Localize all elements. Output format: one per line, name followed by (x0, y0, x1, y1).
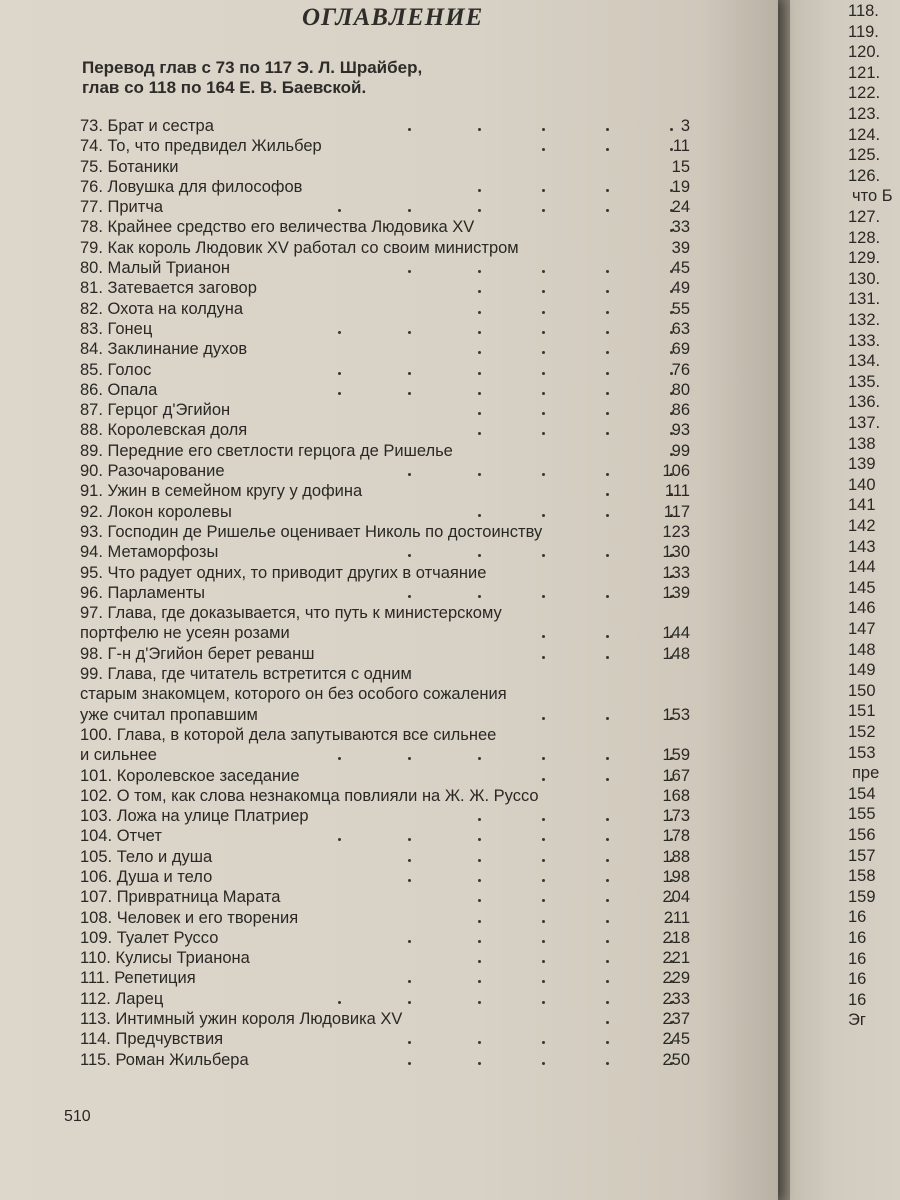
toc-entry-page: 198 (662, 867, 690, 886)
right-page-fragment: 146 (848, 599, 876, 618)
toc-entry (80, 299, 700, 319)
toc-entry-title: 94. Метаморфозы (80, 543, 219, 562)
toc-entry (80, 136, 700, 156)
toc-entry-page: 55 (671, 299, 690, 318)
toc-entry-page: 117 (663, 502, 690, 521)
translation-credit-line-1: Перевод глав с 73 по 117 Э. Л. Шрайбер, (82, 58, 423, 77)
toc-entry (80, 157, 700, 177)
toc-entry-title: 88. Королевская доля (80, 421, 248, 440)
leader-dots (80, 989, 690, 1009)
toc-entry-title: 99. Глава, где читатель встретится с одним (80, 665, 412, 684)
toc-entry (80, 1029, 700, 1049)
toc-entry (80, 705, 700, 725)
toc-entry-title: 78. Крайнее средство его величества Людовика XV (80, 218, 475, 237)
right-page-fragment: 137. (848, 414, 881, 432)
toc-entry-title: 85. Голос (80, 360, 152, 379)
translation-credit-line-2: глав со 118 по 164 Е. В. Баевской. (82, 78, 367, 97)
toc-entry-title: 87. Герцог д'Эгийон (80, 401, 231, 420)
right-page-fragment: 133. (848, 331, 881, 350)
toc-entry-page: 3 (680, 117, 690, 135)
right-page-fragment: 143 (848, 537, 876, 556)
toc-entry-title: 95. Что радует одних, то приводит других в отчаяние (80, 563, 487, 582)
page-number: 510 (64, 1108, 91, 1125)
toc-entry-title: 109. Туалет Руссо (80, 928, 219, 947)
toc-entry (80, 420, 700, 440)
toc-entry-page: 99 (671, 441, 690, 460)
toc-entry-page: 167 (662, 766, 690, 785)
right-page-fragment: Эг (848, 1011, 866, 1030)
toc-entry-title: 80. Малый Трианон (80, 259, 231, 278)
toc-entry-title: 106. Душа и тело (80, 867, 213, 886)
toc-entry-page: 15 (671, 157, 690, 176)
toc-entry (80, 522, 700, 542)
right-page-fragment: 158 (848, 867, 876, 886)
right-page-fragment: 131. (848, 290, 881, 309)
toc-entry-title: уже считал пропавшим (80, 705, 258, 724)
toc-entry (80, 867, 700, 887)
toc-entry (80, 339, 700, 359)
toc-entry-title: 112. Ларец (80, 989, 164, 1008)
toc-entry-title: 86. Опала (80, 380, 158, 399)
toc-entry-page: 173 (662, 807, 690, 826)
toc-entry-title: 103. Ложа на улице Платриер (80, 807, 309, 826)
toc-entry (80, 826, 700, 846)
toc-entry-page: 139 (662, 583, 690, 602)
toc-entry-title: 84. Заклинание духов (80, 340, 248, 359)
leader-dots (80, 380, 690, 400)
right-page-fragment: 16 (848, 949, 867, 968)
toc-entry-page: 218 (662, 928, 690, 947)
toc-entry (80, 360, 700, 380)
toc-entry (80, 745, 700, 765)
toc-entry (80, 400, 700, 420)
toc-entry-title: 92. Локон королевы (80, 502, 232, 521)
toc-entry-title: 89. Передние его светлости герцога де Ришелье (80, 441, 453, 460)
toc-entry (80, 684, 700, 704)
toc-entry-page: 76 (671, 360, 690, 379)
toc-entry-page: 204 (662, 888, 690, 907)
toc-entry-page: 221 (662, 949, 690, 968)
toc-entry-title: 79. Как король Людовик XV работал со своим министром (80, 238, 519, 257)
toc-entry (80, 623, 700, 643)
toc-entry-page: 39 (671, 238, 690, 257)
right-page-fragment: 126. (848, 166, 881, 185)
toc-entry-title: 114. Предчувствия (80, 1030, 224, 1049)
right-page-fragment: 118. (848, 2, 879, 20)
toc-entry (80, 197, 700, 217)
toc-entry (80, 481, 700, 501)
toc-entry-title: 100. Глава, в которой дела запутываются все сильнее (80, 725, 497, 744)
toc-entry-title: 91. Ужин в семейном кругу у дофина (80, 482, 363, 501)
toc-entry (80, 766, 700, 786)
toc-entry (80, 542, 700, 562)
right-page-fragment: 156 (848, 826, 876, 844)
toc-entry-page: 49 (671, 279, 690, 298)
toc-entry-page: 106 (662, 462, 690, 481)
toc-entry-page: 168 (662, 786, 690, 805)
toc-entry-title: 81. Затевается заговор (80, 279, 257, 298)
toc-entry (80, 258, 700, 278)
right-page-fragment: 140 (848, 475, 876, 494)
toc-entry (80, 928, 700, 948)
toc-entry (80, 319, 700, 339)
toc-entry (80, 664, 700, 684)
toc-entry-page: 130 (662, 543, 690, 562)
right-page-fragment: 155 (848, 805, 876, 824)
toc-entry-page: 45 (671, 259, 690, 278)
toc-entry-page: 19 (671, 177, 690, 196)
toc-entry (80, 847, 700, 867)
right-page-fragment: 159 (848, 887, 876, 906)
right-page-fragment: 142 (848, 517, 876, 535)
table-of-contents (80, 116, 700, 1070)
right-page-fragment: 130. (848, 269, 881, 288)
toc-entry-page: 178 (662, 827, 690, 846)
right-page-fragment: 154 (848, 784, 876, 803)
toc-entry (80, 461, 700, 481)
toc-entry (80, 725, 700, 745)
toc-entry-title: 74. То, что предвидел Жильбер (80, 137, 322, 156)
toc-entry-title: 108. Человек и его творения (80, 908, 299, 927)
toc-entry (80, 217, 700, 237)
toc-entry (80, 441, 700, 461)
toc-entry-title: 104. Отчет (80, 827, 162, 846)
toc-entry-page: 133 (662, 563, 690, 582)
right-page-fragment: 134. (848, 352, 881, 371)
toc-entry-title: 73. Брат и сестра (80, 117, 214, 135)
toc-entry-title: 82. Охота на колдуна (80, 299, 244, 318)
toc-entry-title: 110. Кулисы Трианона (80, 949, 250, 968)
toc-entry (80, 908, 700, 928)
toc-entry-page: 111 (664, 482, 690, 501)
toc-entry-title: 115. Роман Жильбера (80, 1050, 249, 1069)
right-page-fragment: 123. (848, 105, 881, 123)
toc-entry-title: 76. Ловушка для философов (80, 177, 303, 196)
toc-entry (80, 238, 700, 258)
toc-entry-page: 123 (662, 522, 690, 541)
right-page-fragment: 157 (848, 846, 876, 865)
toc-entry-title: 93. Господин де Ришелье оценивает Николь по достоинству (80, 522, 543, 541)
toc-entry (80, 887, 700, 907)
toc-entry-title: 111. Репетиция (80, 969, 196, 988)
toc-entry-page: 237 (662, 1010, 690, 1029)
right-page-fragment: 149 (848, 661, 876, 680)
toc-entry-title: 75. Ботаники (80, 157, 179, 176)
toc-entry-title: 98. Г-н д'Эгийон берет реванш (80, 644, 315, 663)
toc-entry-page: 144 (662, 624, 690, 643)
right-page-fragment: 16 (848, 970, 867, 989)
right-page-fragment: 152 (848, 723, 876, 741)
right-page-fragment: 127. (848, 208, 881, 226)
toc-entry-title: портфелю не усеян розами (80, 624, 290, 643)
toc-entry-title: 96. Парламенты (80, 583, 206, 602)
toc-entry-title: 77. Притча (80, 198, 164, 217)
leader-dots (80, 319, 690, 339)
toc-entry (80, 948, 700, 968)
toc-entry (80, 644, 700, 664)
toc-entry (80, 278, 700, 298)
toc-entry (80, 563, 700, 583)
toc-entry (80, 177, 700, 197)
right-page-fragment: пре (852, 764, 880, 783)
toc-entry-page: 233 (662, 989, 690, 1008)
right-page-fragment: что Б (852, 187, 893, 206)
right-page-fragment: 136. (848, 393, 881, 412)
leader-dots (80, 197, 690, 217)
toc-entry-title: и сильнее (80, 746, 157, 765)
toc-entry (80, 1050, 700, 1070)
toc-entry-page: 211 (663, 908, 690, 927)
right-page-fragment: 141 (848, 496, 876, 515)
right-page-fragment: 147 (848, 620, 876, 638)
leader-dots (80, 826, 690, 846)
right-page-fragment: 119. (848, 22, 879, 41)
toc-entry-title: 113. Интимный ужин короля Людовика XV (80, 1010, 403, 1029)
right-page-fragment: 16 (848, 990, 867, 1009)
toc-entry (80, 502, 700, 522)
toc-entry-page: 33 (671, 218, 690, 237)
toc-entry-title: 107. Привратница Марата (80, 888, 281, 907)
toc-entry-page: 86 (671, 401, 690, 420)
toc-entry (80, 583, 700, 603)
right-page-fragment: 148 (848, 640, 876, 659)
toc-entry-title: старым знакомцем, которого он без особого сожаления (80, 685, 507, 704)
toc-entry-page: 80 (671, 380, 690, 399)
toc-entry (80, 968, 700, 988)
toc-entry-page: 24 (671, 198, 690, 217)
leader-dots (80, 745, 690, 765)
toc-entry (80, 786, 700, 806)
toc-entry-page: 63 (671, 319, 690, 338)
toc-entry-page: 229 (662, 969, 690, 988)
right-page-fragment: 16 (848, 908, 867, 927)
right-page-fragment: 122. (848, 84, 881, 103)
right-page-fragment: 151 (848, 702, 876, 721)
toc-entry-page: 159 (662, 746, 690, 765)
toc-entry (80, 1009, 700, 1029)
toc-entry-page: 245 (662, 1030, 690, 1049)
right-page-fragment: 153 (848, 743, 876, 762)
toc-entry (80, 380, 700, 400)
right-page-fragment: 120. (848, 43, 881, 62)
right-page-fragment: 128. (848, 228, 881, 247)
toc-entry-page: 250 (662, 1050, 690, 1069)
right-page-fragment: 16 (848, 929, 867, 947)
right-page-fragment: 132. (848, 311, 881, 329)
right-page-fragment: 144 (848, 558, 876, 577)
right-page-fragment: 125. (848, 146, 881, 165)
toc-entry (80, 116, 700, 136)
toc-entry-title: 101. Королевское заседание (80, 766, 300, 785)
toc-entry-page: 153 (662, 705, 690, 724)
toc-entry-title: 97. Глава, где доказывается, что путь к министерскому (80, 604, 502, 623)
right-page-fragment: 124. (848, 125, 881, 144)
toc-entry-title: 102. О том, как слова незнакомца повлияли на Ж. Ж. Руссо (80, 786, 539, 805)
toc-entry (80, 806, 700, 826)
page-title: ОГЛАВЛЕНИЕ (302, 4, 484, 31)
toc-entry-title: 90. Разочарование (80, 462, 225, 481)
right-page-fragment: 138 (848, 434, 876, 453)
right-page-fragment: 135. (848, 372, 881, 391)
toc-entry-page: 93 (671, 421, 690, 440)
toc-entry-title: 83. Гонец (80, 319, 153, 338)
toc-entry-page: 11 (672, 137, 690, 156)
toc-entry-page: 148 (662, 644, 690, 663)
toc-entry-title: 105. Тело и душа (80, 847, 213, 866)
toc-entry (80, 603, 700, 623)
right-page-fragment: 145 (848, 578, 876, 597)
right-page-fragment: 139 (848, 455, 876, 474)
right-page-fragment: 129. (848, 249, 881, 268)
right-page-fragment: 121. (848, 63, 881, 82)
leader-dots (80, 360, 690, 380)
toc-entry (80, 989, 700, 1009)
toc-entry-page: 188 (662, 847, 690, 866)
right-page (790, 0, 900, 1200)
toc-entry-page: 69 (671, 340, 690, 359)
right-page-fragment: 150 (848, 681, 876, 700)
